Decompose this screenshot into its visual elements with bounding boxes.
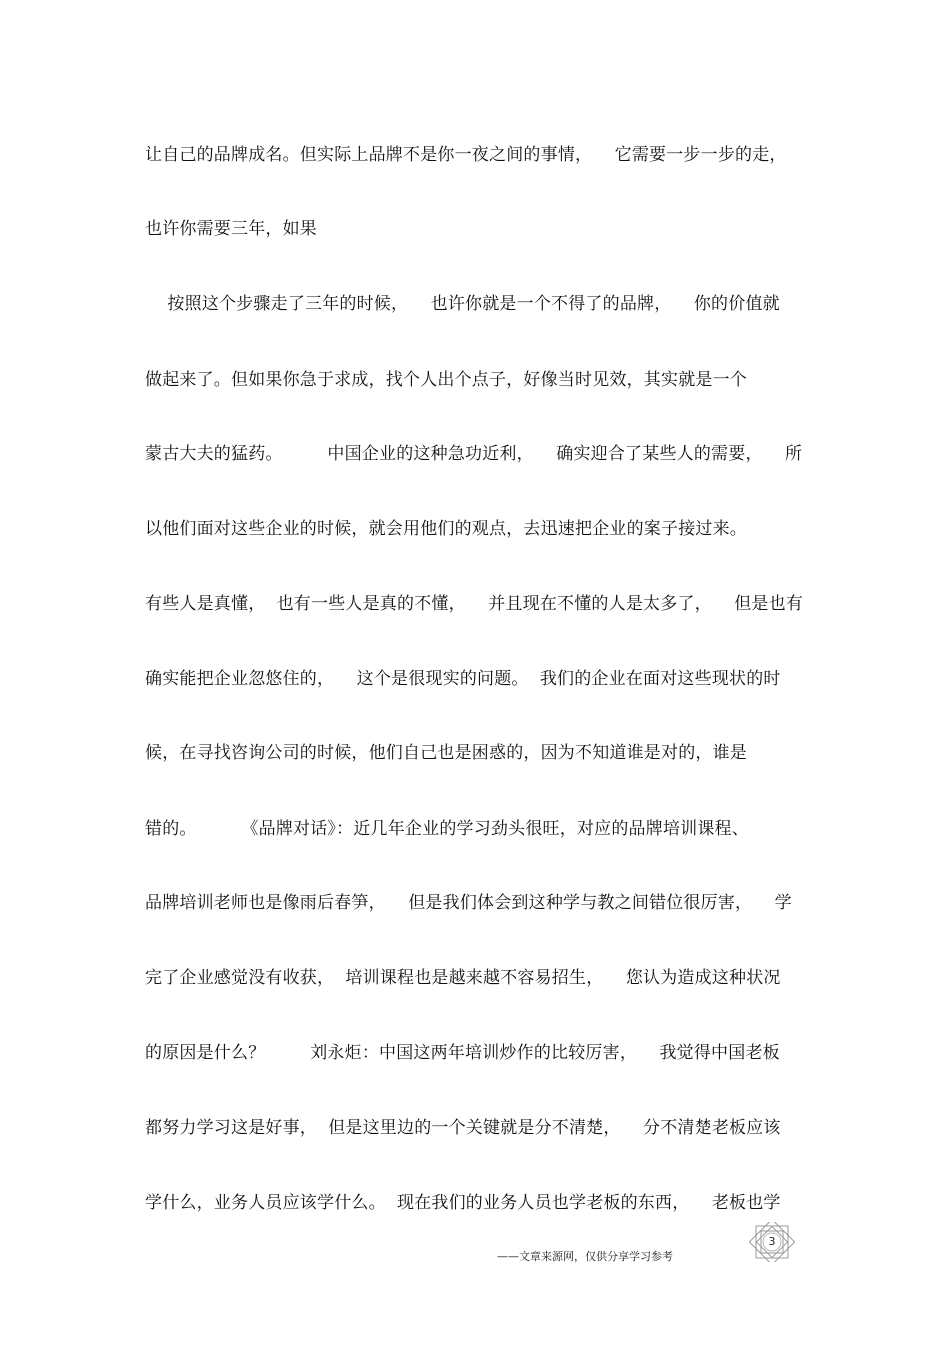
text-line: 按照这个步骤走了三年的时候， 也许你就是一个不得了的品牌， 你的价值就: [145, 294, 780, 314]
page-number-badge: [748, 1222, 796, 1262]
text-line: 都努力学习这是好事， 但是这里边的一个关键就是分不清楚， 分不清楚老板应该: [145, 1118, 781, 1138]
text-line: 确实能把企业忽悠住的， 这个是很现实的问题。 我们的企业在面对这些现状的时: [145, 669, 781, 689]
text-line: 有些人是真懂， 也有一些人是真的不懂， 并且现在不懂的人是太多了， 但是也有: [145, 594, 804, 614]
text-line: 完了企业感觉没有收获， 培训课程也是越来越不容易招生， 您认为造成这种状况: [145, 968, 781, 988]
text-line: 品牌培训老师也是像雨后春笋， 但是我们体会到这种学与教之间错位很厉害， 学: [145, 893, 792, 913]
text-line: 以他们面对这些企业的时候，就会用他们的观点，去迅速把企业的案子接过来。: [145, 519, 747, 539]
text-line: 的原因是什么？ 刘永炬：中国这两年培训炒作的比较厉害， 我觉得中国老板: [145, 1043, 780, 1063]
text-line: 蒙古大夫的猛药。 中国企业的这种急功近利， 确实迎合了某些人的需要， 所: [145, 444, 803, 464]
source-note: ——文章来源网，仅供分享学习参考: [497, 1250, 673, 1263]
text-line: 做起来了。但如果你急于求成，找个人出个点子，好像当时见效，其实就是一个: [145, 370, 747, 390]
text-line: 候，在寻找咨询公司的时候，他们自己也是困惑的，因为不知道谁是对的，谁是: [145, 743, 747, 763]
text-line: 学什么，业务人员应该学什么。 现在我们的业务人员也学老板的东西， 老板也学: [145, 1193, 781, 1213]
text-line: 也许你需要三年，如果: [145, 219, 317, 239]
text-line: 让自己的品牌成名。但实际上品牌不是你一夜之间的事情， 它需要一步一步的走，: [145, 145, 787, 165]
text-line: 错的。 《品牌对话》：近几年企业的学习劲头很旺，对应的品牌培训课程、: [145, 819, 749, 839]
page-number: 3: [768, 1235, 776, 1248]
